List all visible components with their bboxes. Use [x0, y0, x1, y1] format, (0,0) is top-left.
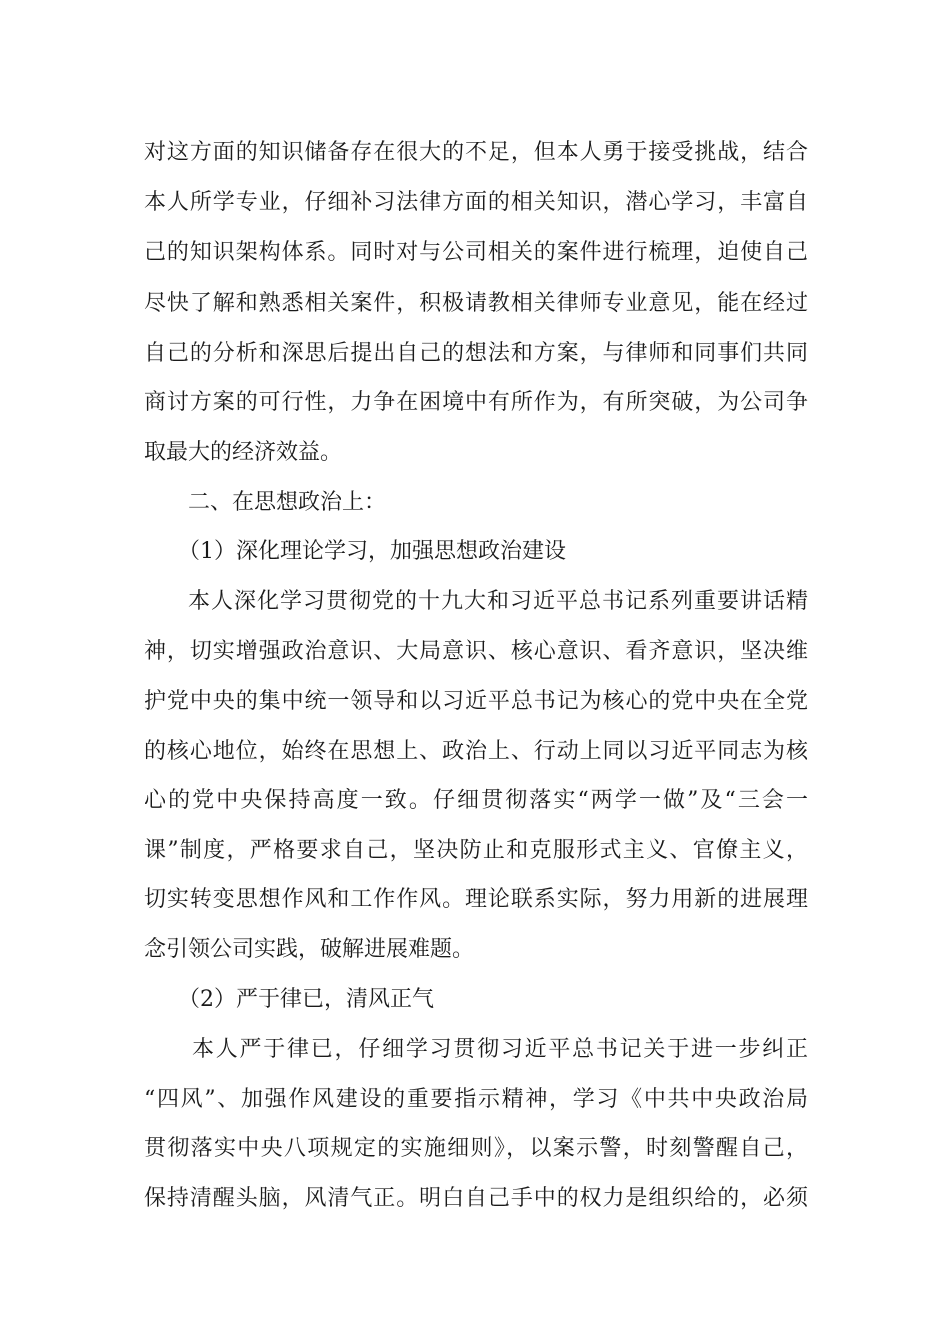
- paragraph-line: 念引领公司实践，破解进展难题。: [144, 937, 475, 962]
- paragraph-line: 贯彻落实中央八项规定的实施细则》，以案示警，时刻警醒自己，: [144, 1136, 808, 1161]
- paragraph-line: 本人严于律已，仔细学习贯彻习近平总书记关于进一步纠正: [192, 1037, 808, 1062]
- paragraph-line: 的核心地位，始终在思想上、政治上、行动上同以习近平同志为核: [144, 739, 808, 764]
- paragraph-line: “四风”、加强作风建设的重要指示精神，学习《中共中央政治局: [144, 1087, 808, 1112]
- paragraph-line: 神，切实增强政治意识、大局意识、核心意识、看齐意识，坚决维: [144, 639, 808, 664]
- paragraph-line: 心的党中央保持高度一致。仔细贯彻落实“两学一做”及“三会一: [144, 788, 808, 813]
- subsection-heading: （2）严于律已，清风正气: [178, 987, 434, 1012]
- paragraph-line: 对这方面的知识储备存在很大的不足，但本人勇于接受挑战，结合: [144, 140, 808, 165]
- paragraph-line: 课”制度，严格要求自己，坚决防止和克服形式主义、官僚主义，: [144, 838, 808, 863]
- paragraph-line: 切实转变思想作风和工作作风。理论联系实际，努力用新的进展理: [144, 887, 808, 912]
- section-heading: 二、在思想政治上：: [188, 490, 387, 515]
- paragraph-line: 取最大的经济效益。: [144, 440, 343, 465]
- paragraph-line: 本人所学专业，仔细补习法律方面的相关知识，潜心学习，丰富自: [144, 190, 808, 215]
- paragraph-line: 己的知识架构体系。同时对与公司相关的案件进行梳理，迫使自己: [144, 240, 808, 265]
- subsection-heading: （1）深化理论学习，加强思想政治建设: [178, 539, 566, 564]
- paragraph-line: 尽快了解和熟悉相关案件，积极请教相关律师专业意见，能在经过: [144, 291, 808, 316]
- paragraph-line: 保持清醒头脑，风清气正。明白自己手中的权力是组织给的，必须: [144, 1186, 808, 1211]
- paragraph-line: 护党中央的集中统一领导和以习近平总书记为核心的党中央在全党: [144, 689, 808, 714]
- paragraph-line: 商讨方案的可行性，力争在困境中有所作为，有所突破，为公司争: [144, 390, 808, 415]
- paragraph-line: 本人深化学习贯彻党的十九大和习近平总书记系列重要讲话精: [188, 589, 808, 614]
- paragraph-line: 自己的分析和深思后提出自己的想法和方案，与律师和同事们共同: [144, 341, 808, 366]
